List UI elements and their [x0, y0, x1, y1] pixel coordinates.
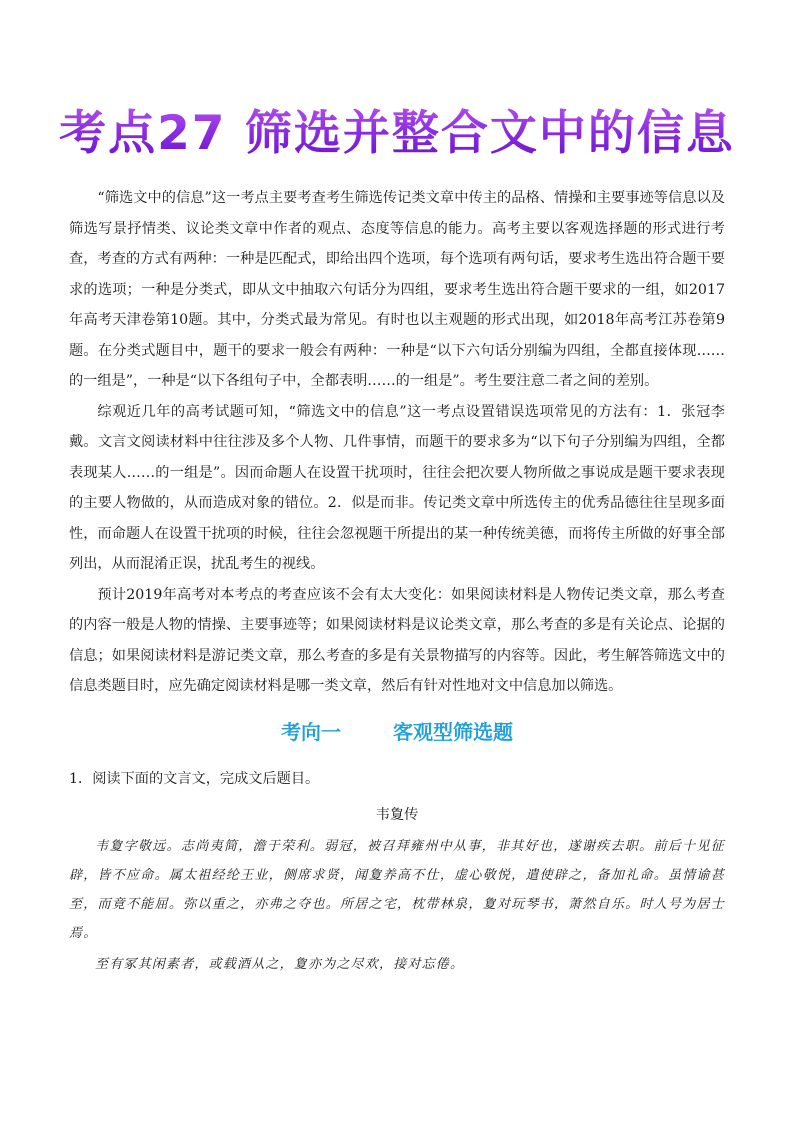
section-heading-topic: 客观型筛选题	[393, 719, 513, 744]
passage-title: 韦夐传	[375, 806, 419, 823]
page-title: 考点27 筛选并整合文中的信息	[0, 96, 794, 163]
document-body	[69, 183, 725, 979]
intro-paragraph-2: 综观近几年的高考试题可知，“筛选文中的信息”这一考点设置错误选项常见的方法有：1．张冠李戴。文言文阅读材料中往往涉及多个人物、几件事情，而题干的要求多为“以下句子分别编为四组，全都表现某人……的一组是”。因而命题人在设置干扰项时，往往会把次要人物所做之事说成是题干要求表现的主要人物做的，从而造成对象的错位。2．似是而非。传记类文章中所选传主的优秀品德往往呈现多面性，而命题人在设置干扰项的时候，往往会忽视题干所提出的某一种传统美德，而将传主所做的好事全部列出，从而混淆正误，扰乱考生的视线。	[69, 403, 725, 572]
passage-paragraph-1: 韦夐字敬远。志尚夷简，澹于荣利。弱冠，被召拜雍州中从事，非其好也，遂谢疾去职。前后十见征辟，皆不应命。属太祖经纶王业，侧席求贤，闻夐养高不仕，虚心敬悦，遣使辟之，备加礼命。虽情谕甚至，而竟不能屈。弥以重之，亦弗之夺也。所居之宅，枕带林泉，夐对玩琴书，萧然自乐。时人号为居士焉。	[69, 838, 725, 941]
intro-paragraph-3: 预计2019年高考对本考点的考查应该不会有太大变化：如果阅读材料是人物传记类文章，那么考查的内容一般是人物的情操、主要事迹等；如果阅读材料是议论类文章，那么考查的多是有关论点、论据的信息；如果阅读材料是游记类文章，那么考查的多是有关景物描写的内容等。因此，考生解答筛选文中的信息类题目时，应先确定阅读材料是哪一类文章，然后有针对性地对文中信息加以筛选。	[69, 586, 725, 694]
section-heading-label: 考向一	[281, 719, 341, 744]
passage-paragraph-2: 至有冢其闲素者，或载酒从之，夐亦为之尽欢，接对忘倦。	[95, 956, 465, 972]
section-heading	[69, 714, 725, 750]
intro-paragraph-1: “筛选文中的信息”这一考点主要考查考生筛选传记类文章中传主的品格、情操和主要事迹等信息以及筛选写景抒情类、议论类文章中作者的观点、态度等信息的能力。高考主要以客观选择题的形式进行考查，考查的方式有两种：一种是匹配式，即给出四个选项，每个选项有两句话，要求考生选出符合题干要求的选项；一种是分类式，即从文中抽取六句话分为四组，要求考生选出符合题干要求的一组，如2017年高考天津卷第10题。其中，分类式最为常见。有时也以主观题的形式出现，如2018年高考江苏卷第9题。在分类式题目中，题干的要求一般会有两种：一种是“以下六句话分别编为四组，全都直接体现……的一组是”，一种是“以下各组句子中，全都表明……的一组是”。考生要注意二者之间的差别。	[69, 190, 725, 389]
question-stem: 1．阅读下面的文言文，完成文后题目。	[69, 770, 320, 787]
